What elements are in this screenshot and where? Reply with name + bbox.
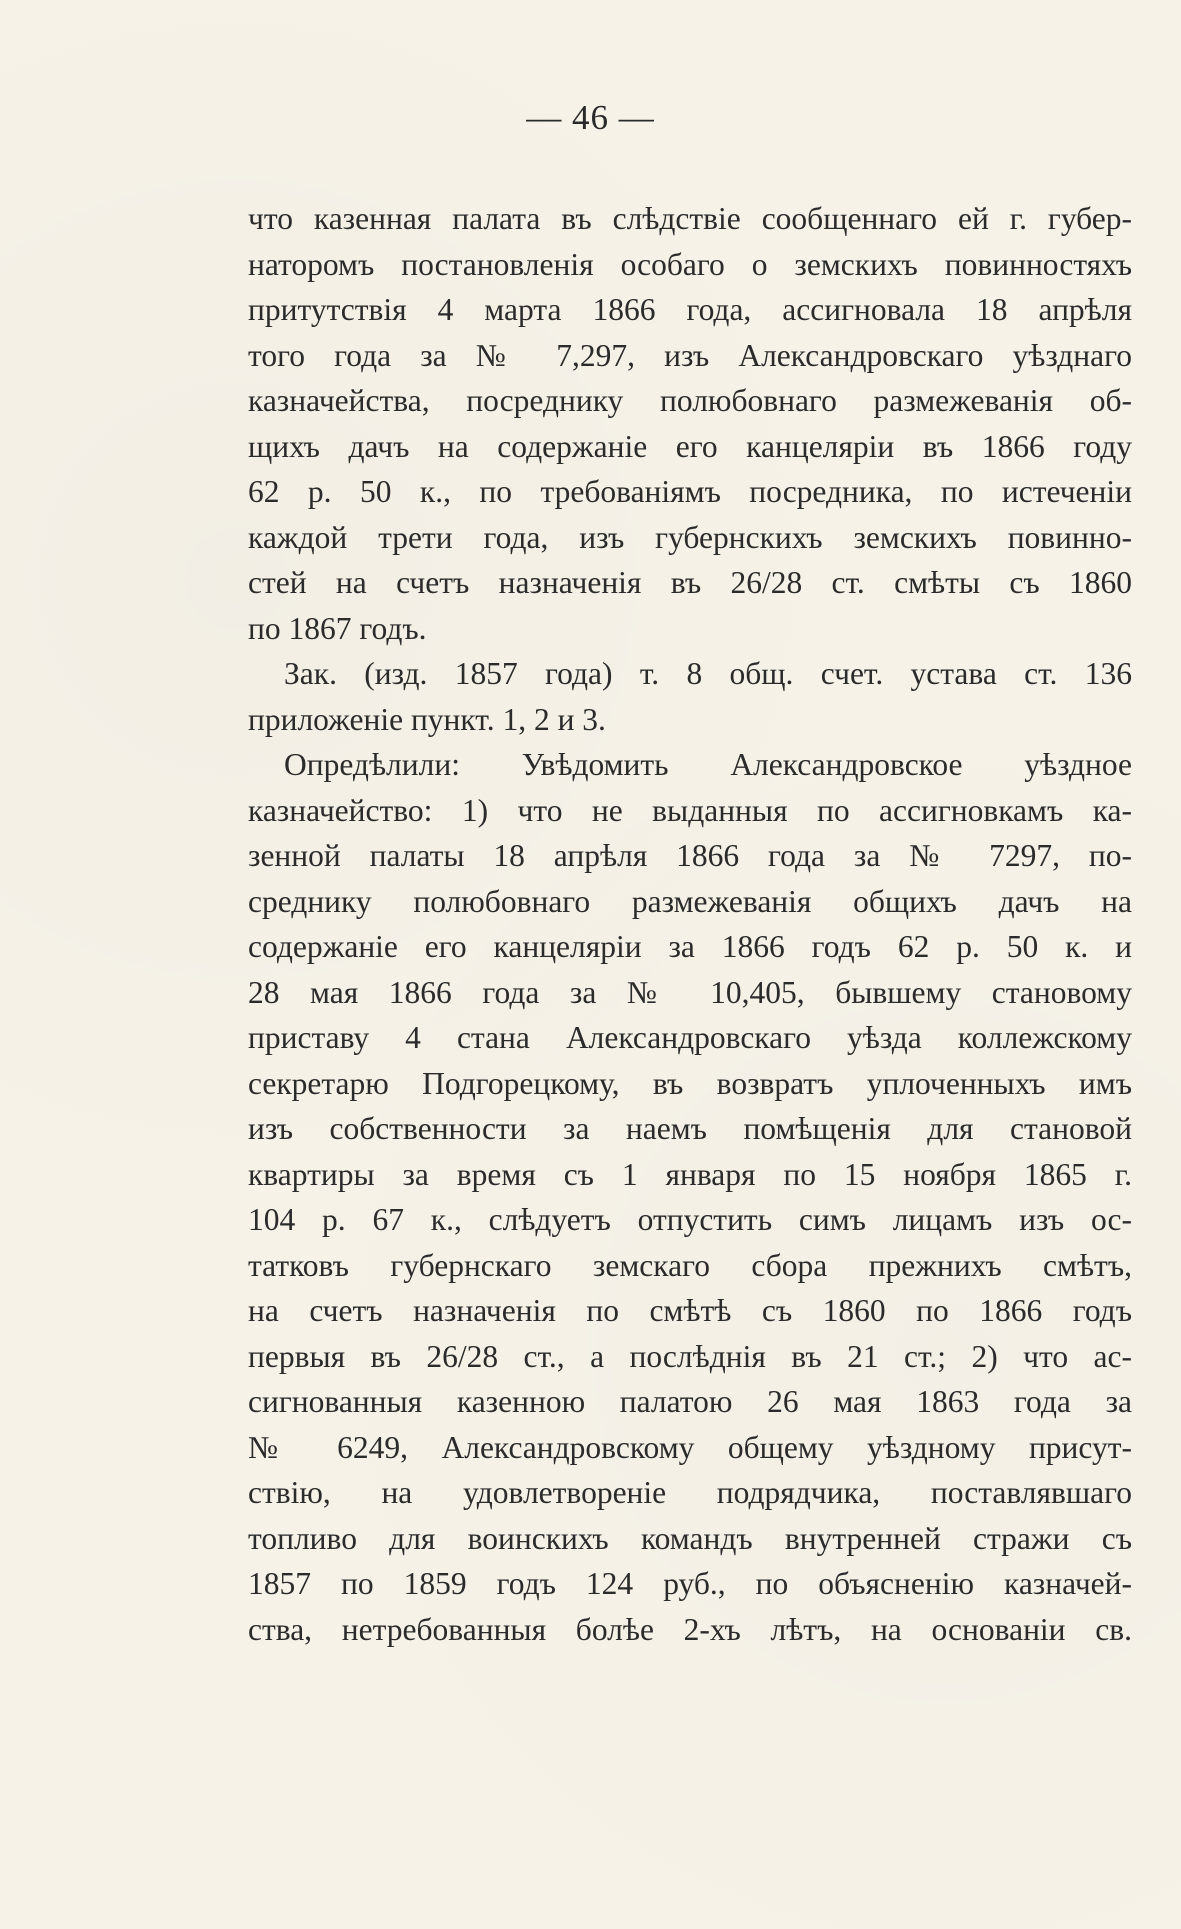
text-line: стей на счетъ назначенія въ 26/28 ст. смѣты съ 1860 xyxy=(248,565,1132,600)
text-line: содержаніе его канцеляріи за 1866 годъ 62 р. 50 к. и xyxy=(248,929,1132,964)
text-line: 104 р. 67 к., слѣдуетъ отпустить симъ лицамъ изъ ос- xyxy=(248,1202,1132,1237)
text-line: казначейство: 1) что не выданныя по ассигновкамъ ка- xyxy=(248,792,1132,828)
text-line: того года за № 7,297, изъ Александровскаго уѣзднаго xyxy=(248,337,1132,373)
text-line: 28 мая 1866 года за № 10,405, бывшему становому xyxy=(248,974,1132,1010)
text-line: Зак. (изд. 1857 года) т. 8 общ. счет. устава ст. 136 xyxy=(284,656,1132,691)
text-line: сигнованныя казенною палатою 26 мая 1863 года за xyxy=(248,1384,1132,1419)
text-line: татковъ губернскаго земскаго сбора прежнихъ смѣтъ, xyxy=(248,1247,1132,1283)
text-line: изъ собственности за наемъ помѣщенія для становой xyxy=(248,1111,1132,1146)
text-line: притутствія 4 марта 1866 года, ассигновала 18 апрѣля xyxy=(248,292,1132,327)
text-line: наторомъ постановленія особаго о земскихъ повинностяхъ xyxy=(248,246,1132,282)
text-line: щихъ дачъ на содержаніе его канцеляріи въ 1866 году xyxy=(248,428,1132,464)
text-line: зенной палаты 18 апрѣля 1866 года за № 7297, по- xyxy=(248,838,1132,873)
text-line: первыя въ 26/28 ст., а послѣднія въ 21 ст.; 2) что ас- xyxy=(248,1338,1132,1374)
text-line: № 6249, Александровскому общему уѣздному присут- xyxy=(248,1429,1132,1465)
text-line: секретарю Подгорецкому, въ возвратъ уплоченныхъ имъ xyxy=(248,1065,1132,1101)
text-line: каждой трети года, изъ губернскихъ земскихъ повинно- xyxy=(248,519,1132,555)
text-line: ства, нетребованныя болѣе 2-хъ лѣтъ, на основаніи св. xyxy=(248,1611,1132,1647)
text-line: 1857 по 1859 годъ 124 руб., по объясненію казначей- xyxy=(248,1566,1132,1601)
text-line: по 1867 годъ. xyxy=(248,610,427,646)
text-line: квартиры за время съ 1 января по 15 ноября 1865 г. xyxy=(248,1156,1132,1192)
text-line: что казенная палата въ слѣдствіе сообщеннаго ей г. губер- xyxy=(248,201,1132,236)
body-text xyxy=(248,196,1132,1652)
text-line: 62 р. 50 к., по требованіямъ посредника, по истеченіи xyxy=(248,474,1132,509)
text-line: приложеніе пункт. 1, 2 и 3. xyxy=(248,701,606,737)
text-line: на счетъ назначенія по смѣтѣ съ 1860 по 1866 годъ xyxy=(248,1293,1132,1328)
page-number: — 46 — xyxy=(526,98,655,137)
text-line: Опредѣлили: Увѣдомить Александровское уѣздное xyxy=(284,747,1132,782)
text-line: ствію, на удовлетвореніе подрядчика, поставлявшаго xyxy=(248,1475,1132,1510)
text-line: приставу 4 стана Александровскаго уѣзда коллежскому xyxy=(248,1020,1132,1055)
text-line: топливо для воинскихъ командъ внутренней стражи съ xyxy=(248,1520,1132,1556)
text-line: казначейства, посреднику полюбовнаго размежеванія об- xyxy=(248,383,1132,418)
text-line: среднику полюбовнаго размежеванія общихъ дачъ на xyxy=(248,883,1132,919)
